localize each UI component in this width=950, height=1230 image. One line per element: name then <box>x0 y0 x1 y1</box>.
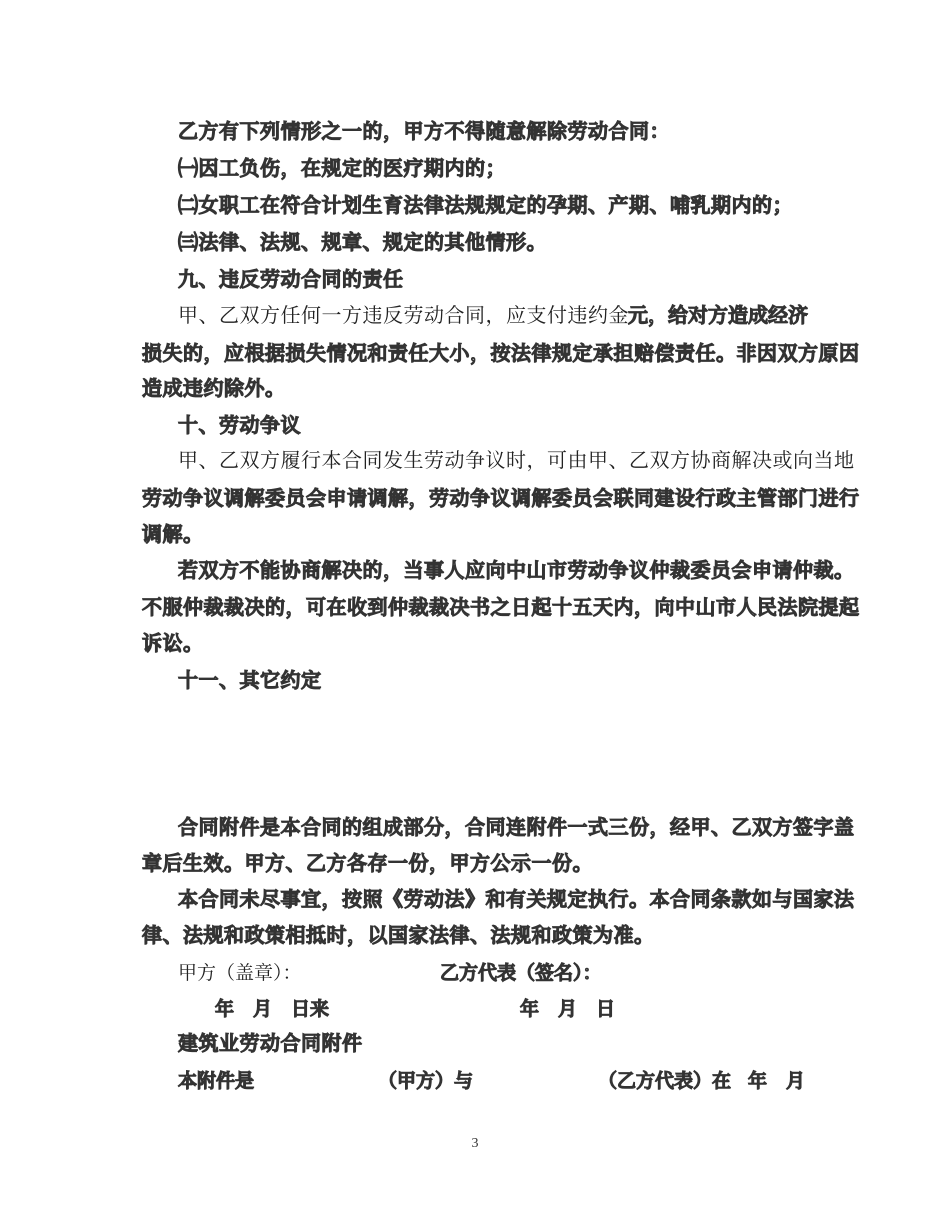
clause-line: 合同附件是本合同的组成部分，合同连附件一式三份，经甲、乙双方签字盖 <box>178 815 855 839</box>
clause-item: ㈡女职工在符合计划生育法律法规规定的孕期、产期、哺乳期内的； <box>178 193 793 217</box>
section-heading: 十、劳动争议 <box>178 413 301 437</box>
clause-line: 若双方不能协商解决的，当事人应向中山市劳动争议仲裁委员会申请仲裁。 <box>178 558 855 582</box>
appendix-text: 本附件是 <box>178 1070 255 1092</box>
clause-item: ㈠因工负伤，在规定的医疗期内的； <box>178 156 506 180</box>
clause-line: 章后生效。甲方、乙方各存一份，甲方公示一份。 <box>142 851 593 875</box>
clause-line-continuation: 元，给对方造成经济 <box>628 303 808 327</box>
appendix-text: （乙方代表）在 <box>598 1070 732 1092</box>
clause-line: 本合同未尽事宜，按照《劳动法》和有关规定执行。本合同条款如与国家法 <box>178 887 855 911</box>
clause-line: 损失的，应根据损失情况和责任大小，按法律规定承担赔偿责任。非因双方原因 <box>142 341 860 365</box>
section-heading: 十一、其它约定 <box>178 668 322 692</box>
clause-line: 甲、乙双方任何一方违反劳动合同，应支付违约金 <box>178 303 629 327</box>
appendix-text: （甲方）与 <box>378 1070 474 1092</box>
clause-item: ㈢法律、法规、规章、规定的其他情形。 <box>178 230 547 254</box>
signature-date-a: 年 月 日来 <box>215 998 330 1020</box>
appendix-text: 年 月 <box>748 1070 806 1092</box>
signature-party-a: 甲方（盖章）： <box>178 962 302 984</box>
signature-party-b: 乙方代表（签名）： <box>440 962 602 984</box>
section-heading: 九、违反劳动合同的责任 <box>178 267 404 291</box>
signature-date-b: 年 月 日 <box>520 998 616 1020</box>
clause-line: 不服仲裁裁决的，可在收到仲裁裁决书之日起十五天内，向中山市人民法院提起 <box>142 595 860 619</box>
appendix-title: 建筑业劳动合同附件 <box>178 1031 363 1055</box>
clause-line: 调解。 <box>142 522 204 546</box>
clause-line: 诉讼。 <box>142 631 204 655</box>
page-number: 3 <box>471 1136 479 1151</box>
clause-line: 律、法规和政策相抵时，以国家法律、法规和政策为准。 <box>142 923 655 947</box>
clause-line: 造成违约除外。 <box>142 376 286 400</box>
clause-line: 甲、乙双方履行本合同发生劳动争议时，可由甲、乙双方协商解决或向当地 <box>178 448 855 472</box>
clause-line: 劳动争议调解委员会申请调解，劳动争议调解委员会联同建设行政主管部门进行 <box>142 486 860 510</box>
clause-line: 乙方有下列情形之一的，甲方不得随意解除劳动合同： <box>178 119 670 143</box>
